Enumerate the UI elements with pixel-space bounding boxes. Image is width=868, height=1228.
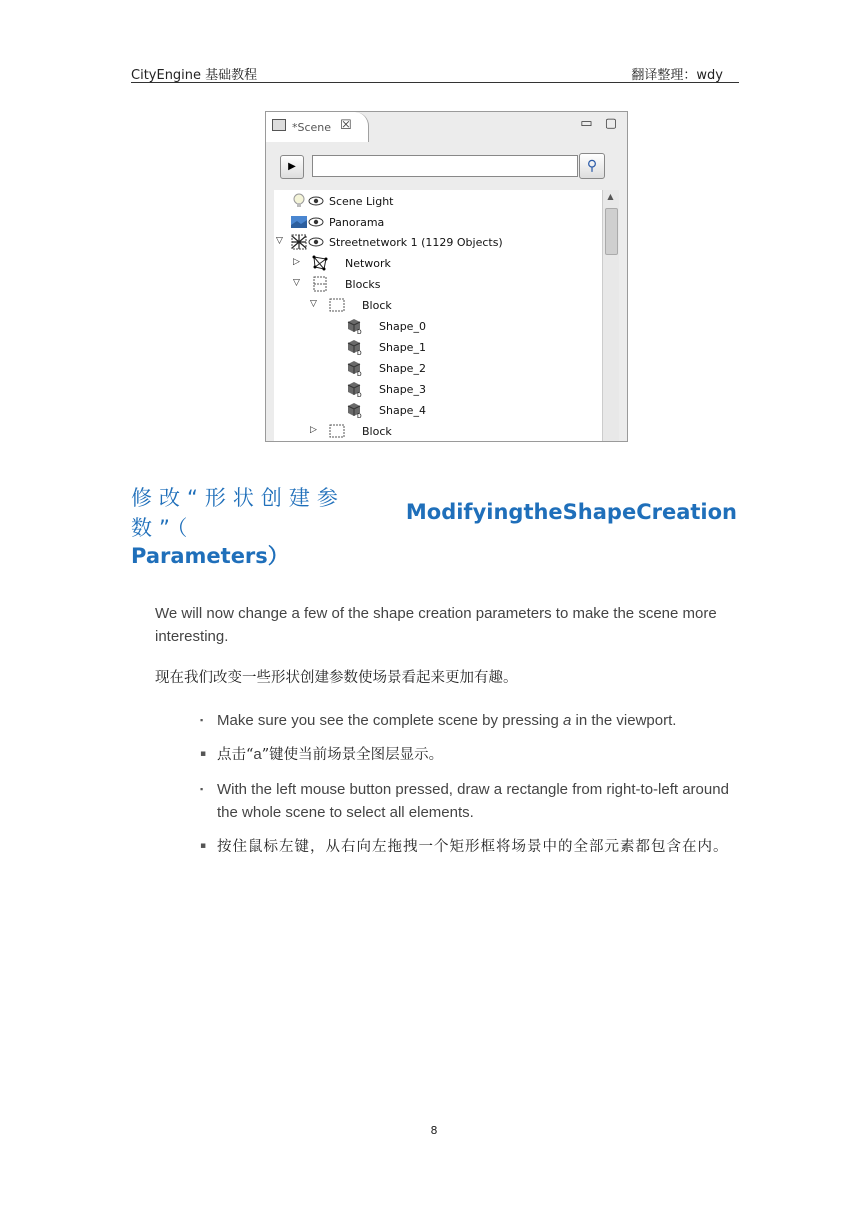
streetnetwork-icon xyxy=(291,234,307,250)
shape-icon xyxy=(346,360,362,376)
svg-text:D: D xyxy=(357,413,362,418)
heading-line2: Parameters） xyxy=(131,544,289,568)
heading-word: Creation xyxy=(636,500,737,524)
tree-item-streetnetwork[interactable] xyxy=(274,233,594,253)
expand-icon[interactable]: ▽ xyxy=(310,299,317,309)
eye-icon[interactable] xyxy=(308,234,324,250)
tree-item-shape[interactable] xyxy=(274,338,594,358)
play-icon[interactable]: ▶ xyxy=(280,155,304,179)
scroll-up-icon[interactable]: ▲ xyxy=(607,192,614,201)
search-icon[interactable]: ⚲ xyxy=(579,153,605,179)
intro-paragraph: We will now change a few of the shape creation parameters to make the scene more interesting. xyxy=(155,605,717,645)
block-icon xyxy=(329,297,345,313)
tree-item-shape[interactable] xyxy=(274,359,594,379)
tree-item-network[interactable] xyxy=(274,254,594,274)
tree-item-label: Shape_0 xyxy=(379,320,426,333)
shape-icon xyxy=(346,381,362,397)
list-item xyxy=(200,835,740,883)
expand-icon[interactable]: ▷ xyxy=(310,425,317,435)
heading-zh: 修改“形状创建参数”（ xyxy=(131,486,345,540)
tree-item-label: Block xyxy=(362,299,392,312)
bullet-text-zh: ”键使当前场景全图层显示。 xyxy=(261,747,444,763)
expand-icon[interactable]: ▽ xyxy=(276,236,283,246)
tree-scrollbar[interactable] xyxy=(602,190,619,441)
svg-text:D: D xyxy=(357,329,362,334)
expand-icon[interactable]: ▷ xyxy=(293,257,300,267)
tree-item-label: Block xyxy=(362,425,392,438)
tree-item-label: Network xyxy=(345,257,391,270)
tree-item-label: Scene Light xyxy=(329,195,394,208)
eye-icon[interactable] xyxy=(308,214,324,230)
tree-item-panorama[interactable] xyxy=(274,213,594,233)
tree-item-label: Shape_3 xyxy=(379,383,426,396)
svg-text:D: D xyxy=(357,392,362,397)
bullet-text-zh: 点击“ xyxy=(217,747,254,763)
tree-item-blocks[interactable] xyxy=(274,275,594,295)
intro-paragraph-zh: 现在我们改变一些形状创建参数使场景看起来更加有趣。 xyxy=(155,670,518,686)
svg-text:D: D xyxy=(357,371,362,376)
key-letter: a xyxy=(253,746,262,763)
close-icon[interactable]: ☒ xyxy=(340,118,352,133)
header-translator: 翻译整理：wdy xyxy=(631,68,723,83)
shape-icon xyxy=(346,318,362,334)
key-letter: a xyxy=(563,712,572,729)
tree-item-scene-light[interactable] xyxy=(274,192,594,212)
lightbulb-icon xyxy=(291,193,307,209)
tree-item-shape[interactable] xyxy=(274,380,594,400)
eye-icon[interactable] xyxy=(308,193,324,209)
scene-tree xyxy=(274,190,608,441)
page-number: 8 xyxy=(430,1124,438,1137)
bullet-text: Make sure you see the complete scene by pressing xyxy=(217,712,564,729)
section-heading xyxy=(131,486,737,570)
tree-item-block[interactable] xyxy=(274,422,594,442)
bullet-text-zh: 按住鼠标左键，从右向左拖拽一个矩形框将场景中的全部元素都包含在内。 xyxy=(217,839,729,855)
list-item xyxy=(200,778,740,824)
tab-scene[interactable] xyxy=(266,112,369,142)
bullet-text: in the viewport. xyxy=(571,712,677,729)
list-item xyxy=(200,709,740,732)
tree-item-label: Blocks xyxy=(345,278,381,291)
scene-tab-icon xyxy=(272,119,286,131)
panorama-icon xyxy=(291,214,307,230)
tree-item-label: Shape_2 xyxy=(379,362,426,375)
heading-word: Modifying xyxy=(405,500,524,524)
tree-item-label: Shape_1 xyxy=(379,341,426,354)
bullet-icon: ▪ xyxy=(200,841,207,851)
tree-item-label: Shape_4 xyxy=(379,404,426,417)
tree-item-label: Panorama xyxy=(329,216,385,229)
bullet-text: With the left mouse button pressed, draw a rectangle from right-to-left around the whole scene to select all elements. xyxy=(217,781,729,821)
shape-icon xyxy=(346,402,362,418)
block-icon xyxy=(329,423,345,439)
heading-word: Shape xyxy=(562,500,637,524)
search-input[interactable] xyxy=(312,155,578,177)
bullet-icon: ▪ xyxy=(200,715,204,725)
blocks-icon xyxy=(312,276,328,292)
tree-item-block[interactable] xyxy=(274,296,594,316)
page-header xyxy=(131,62,739,83)
header-title: CityEngine 基础教程 xyxy=(131,68,258,83)
list-item xyxy=(200,743,740,766)
scene-panel xyxy=(265,111,628,442)
network-icon xyxy=(312,255,328,271)
window-controls[interactable]: ▭ ▢ xyxy=(580,116,621,131)
tree-item-shape[interactable] xyxy=(274,317,594,337)
tree-item-label: Streetnetwork 1 (1129 Objects) xyxy=(329,236,503,249)
svg-text:D: D xyxy=(357,350,362,355)
bullet-icon: ▪ xyxy=(200,749,207,759)
heading-word: the xyxy=(523,500,563,524)
shape-icon xyxy=(346,339,362,355)
bullet-icon: ▪ xyxy=(200,784,204,794)
scene-toolbar xyxy=(266,143,627,189)
scroll-thumb[interactable] xyxy=(605,208,618,255)
expand-icon[interactable]: ▽ xyxy=(293,278,300,288)
tree-item-shape[interactable] xyxy=(274,401,594,421)
tab-scene-label: *Scene xyxy=(292,121,332,134)
